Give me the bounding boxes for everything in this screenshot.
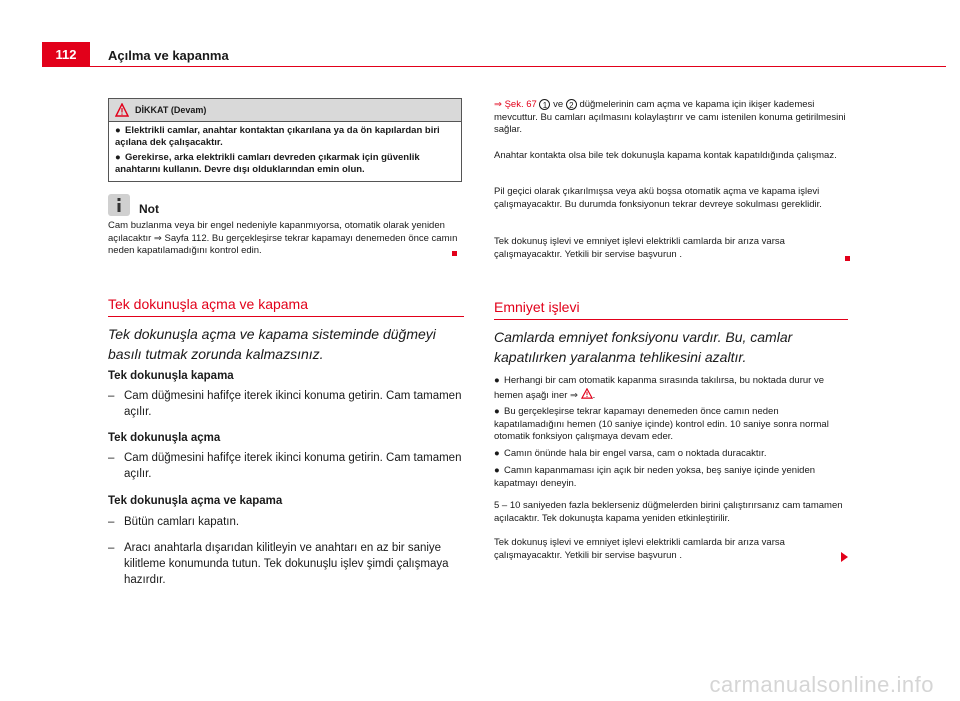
paragraph: Tek dokunuş işlevi ve emniyet işlevi elektrikli camlarda bir arıza varsa çalışmayacaktır. Yetkili bir servise başvurun . (494, 537, 785, 561)
section-title-one-touch: Tek dokunuşla açma ve kapama (108, 296, 464, 317)
step-item: – Aracı anahtarla dışarıdan kilitleyin ve anahtarı en az bir saniye kilitleme konumunda tutun. Tek dokunuşlu işlev şimdi çalışmaya hazırdır. (108, 542, 449, 586)
section-intro-safety: Camlarda emniyet fonksiyonu vardır. Bu, camlar kapatılırken yaralanma tehlikesini azaltır. (494, 329, 793, 365)
paragraph: Tek dokunuş işlevi ve emniyet işlevi elektrikli camlarda bir arıza varsa çalışmayacaktır. Yetkili bir servise başvurun . (494, 236, 785, 260)
section-title-safety: Emniyet işlevi (494, 299, 848, 320)
bullet-item: ● Bu gerçekleşirse tekrar kapamayı denemeden önce camın neden kapatılamadığını hemen (10 saniye içinde) kontrol edin. 10 saniye sonra normal otomatik fonksiyon çalışmaya devam eder. (494, 406, 829, 442)
paragraph: Pil geçici olarak çıkarılmışsa veya akü boşsa otomatik açma ve kapama işlevi çalışmayacaktır. Bu durumda fonksiyonun tekrar devreye sokulması gereklidir. (494, 186, 822, 210)
header-rule (42, 66, 946, 67)
warning-item: ● Elektrikli camlar, anahtar kontaktan çıkarılana ya da ön kapılardan biri açılana dek çalışacaktır. (115, 125, 440, 148)
step-item: – Cam düğmesini hafifçe iterek ikinci konuma getirin. Cam tamamen açılır. (108, 390, 462, 418)
bullet-item: ● Herhangi bir cam otomatik kapanma sırasında takılırsa, bu noktada durur ve hemen aşağı iner ⇒ . (494, 375, 824, 401)
callout-1: 1 (539, 99, 550, 110)
section-end-marker (452, 251, 457, 256)
bullet-item: ● Camın önünde hala bir engel varsa, cam o noktada duracaktır. (494, 448, 767, 459)
watermark: carmanualsonline.info (709, 672, 934, 697)
step-item: – Cam düğmesini hafifçe iterek ikinci konuma getirin. Cam tamamen açılır. (108, 452, 462, 480)
paragraph: 5 – 10 saniyeden fazla beklerseniz düğmelerden birini çalıştırırsanız cam tamamen açılacaktır. Tek dokunuşta kapama yeniden etkinleştirilir. (494, 500, 843, 524)
warning-item: ● Gerekirse, arka elektrikli camları devreden çıkarmak için güvenlik anahtarını kullanın. Devre dışı olduklarından emin olun. (115, 152, 420, 175)
section-intro-one-touch: Tek dokunuşla açma ve kapama sisteminde düğmeyi basılı tutmak zorunda kalmazsınız. (108, 326, 436, 362)
paragraph: ⇒ Şek. 67 1 ve 2 düğmelerinin cam açma ve kapama için ikişer kademesi mevcuttur. Bu camları açılmasını kolaylaştırır ve camı istenilen konuma getirilmesini sağlar. (494, 99, 846, 136)
note-text: Cam buzlanma veya bir engel nedeniyle kapanmıyorsa, otomatik olarak yeniden açılacaktır ⇒ Sayfa 112. Bu gerçekleşirse tekrar kapamayı denemeden önce camın neden kapatılamadığını kontrol edin. (108, 220, 458, 256)
note-info-icon (108, 194, 130, 216)
bullet-item: ● Camın kapanmaması için açık bir neden yoksa, beş saniye içinde yeniden kapatmayı deneyin. (494, 465, 816, 489)
paragraph: Anahtar kontakta olsa bile tek dokunuşla kapama kontak kapatıldığında çalışmaz. (494, 150, 837, 161)
callout-2: 2 (566, 99, 577, 110)
subhead-closing: Tek dokunuşla kapama (108, 370, 234, 382)
warning-title: DİKKAT (Devam) (135, 105, 207, 115)
subhead-opening: Tek dokunuşla açma (108, 432, 221, 444)
warning-triangle-icon (115, 103, 129, 117)
section-end-marker (845, 256, 850, 261)
page-number-badge: 112 (42, 42, 90, 66)
note-label: Not (139, 202, 159, 216)
page-title: Açılma ve kapanma (108, 48, 229, 63)
warning-box (108, 98, 462, 182)
warning-triangle-icon (581, 388, 593, 399)
warning-header (109, 99, 461, 122)
continue-arrow-icon (841, 552, 848, 562)
subhead-both: Tek dokunuşla açma ve kapama (108, 495, 283, 507)
step-item: – Bütün camları kapatın. (108, 516, 240, 528)
figure-reference-link[interactable]: ⇒ Şek. 67 (494, 99, 537, 111)
